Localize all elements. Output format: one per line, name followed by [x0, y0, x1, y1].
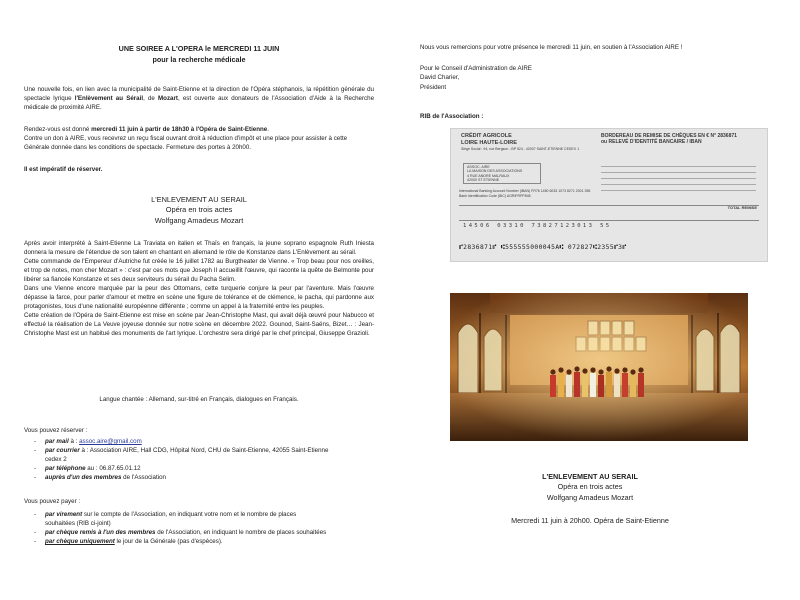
opera-composer: Wolfgang Amadeus Mozart	[154, 215, 244, 225]
list-item: - par chèque remis à l'un des membres de l'Association, en indiquant le nombre de places souhaitées	[34, 528, 327, 536]
iban-text: International Banking Account Number (IBAN) FR76 1450 6033 1073 8271 2301 355	[459, 189, 591, 193]
rib-header	[601, 133, 761, 145]
rib-header-line: ou RELEVÉ D'IDENTITÉ BANCAIRE / IBAN	[601, 139, 702, 145]
signature-role: Président	[420, 83, 447, 91]
story-paragraph: Après avoir interprété à Saint-Etienne La Traviata en italien et Thaïs en français, la jeune soprano espagnole Ruth Iniesta donnera la mesure de l'étendue de son talent en chantant en allemand le rôle de Konstanze dans L'Enlèvement au sérail.	[24, 240, 374, 256]
language-note: Langue chantée : Allemand, sur-titré en Français, dialogues en Français.	[99, 396, 299, 403]
bic-text: Bank Identification Code (BIC) AGRIFRPP845	[459, 193, 531, 198]
reserve-heading: Vous pouvez réserver :	[24, 427, 88, 434]
story-paragraph: Cette création de l'Opéra de Saint-Etienne est mise en scène par Jean-Christophe Mast, qui avait déjà œuvré pour Nabucco et effectué la réalisation de La Veuve joyeuse donnée sur notre scène en décembre 2022. Gounod, Saint-Saëns, Bizet… : Jean-Christophe Mast est un habitué des monuments de l'art lyrique. L'orchestre sera dirigé par le chef principal, Giuseppe Grazioli.	[24, 311, 374, 337]
event-title-line1: UNE SOIREE A L'OPERA le MERCREDI 11 JUIN	[118, 44, 280, 53]
list-item: - par courrier à : Association AIRE, Hall CDG, Hôpital Nord, CHU de Saint-Etienne, 42055 Saint-Etienne cedex 2	[34, 446, 329, 463]
list-item: - auprès d'un des membres de l'Association	[34, 473, 166, 481]
reservation-required-note: Il est impératif de réserver.	[24, 166, 103, 173]
stage-scene-illustration	[450, 293, 748, 441]
rib-holder-address: ASSOC. AIRE LA MAISON DES ASSOCIATIONS 4 RUE ANDRE MALRAUX 42000 ST ETIENNE	[463, 163, 541, 184]
intro-paragraph	[24, 86, 374, 113]
rib-bank-line: CRÉDIT AGRICOLE	[461, 133, 512, 139]
thanks-text: Nous vous remercions pour votre présence le mercredi 11 juin, en soutien à l'Association AIRE !	[420, 44, 683, 51]
reserve-list	[34, 438, 374, 483]
rdv-date-place: mercredi 11 juin à partir de 18h30 à l'Opéra de Saint-Etienne	[91, 126, 268, 133]
rib-image	[450, 128, 768, 262]
list-item: - par virement sur le compte de l'Association, en indiquant votre nom et le nombre de places souhaitées (RIB ci-joint)	[34, 511, 297, 527]
rendezvous-paragraph	[24, 126, 374, 153]
list-item: - par téléphone au : 06.87.65.01.12	[34, 464, 141, 472]
rib-total-label: TOTAL REMISE	[727, 205, 757, 210]
poster-title: L'ENLEVEMENT AU SERAIL	[542, 472, 638, 481]
signature-block	[420, 64, 720, 92]
rib-header-line: BORDEREAU DE REMISE DE CHÈQUES EN € N° 2836871	[601, 133, 737, 139]
poster-date: Mercredi 11 juin à 20h00. Opéra de Saint-Etienne	[511, 516, 669, 525]
poster-heading	[420, 472, 760, 503]
rdv-details: Contre un don à AIRE, vous recevrez un reçu fiscal ouvrant droit à réduction d'impôt et une place pour assister à cette Générale donnée dans les conditions de spectacle. Fermeture des portes à 20h00.	[24, 134, 348, 151]
pay-heading: Vous pouvez payer :	[24, 498, 81, 505]
intro-text: , est ouverte aux donateurs de l'Association d'Aide à la Recherche médicale de proximité AIRE.	[24, 94, 375, 111]
intro-composer: Mozart	[158, 94, 178, 102]
event-title	[24, 44, 374, 66]
list-item: - par chèque uniquement le jour de la Générale (pas d'espèces).	[34, 537, 223, 545]
rib-bank-address: Siège Social : 94, rue Bergson - BP 524 - 42007 SAINT-ETIENNE CEDEX 1	[461, 146, 580, 151]
opera-subtitle: Opéra en trois actes	[165, 205, 233, 215]
poster-subtitle: Opéra en trois actes	[557, 482, 623, 492]
rib-micr-line: ⑈2836871⑈ ⑆555555000045A⑆ 072827⑆2355⑈3⑈	[459, 244, 627, 251]
signature-name: David Charier,	[420, 74, 460, 82]
rib-account-numbers: 14506 03310 73827123013 55	[463, 223, 612, 229]
rib-bank-line: LOIRE HAUTE-LOIRE	[461, 139, 517, 146]
story-paragraph: Dans une Vienne encore marquée par la peur des Ottomans, cette turquerie conjure la peur par l'aventure. Mais l'œuvre dépasse la farce, pour parler d'amour et mettre en scène une figure de tolérance et de clémence, le pacha, qui pardonne aux protagonistes, tous d'une nationalité européenne différente ; comme un appel à la fraternité entre les peuples.	[24, 284, 374, 310]
story-paragraph: Cette commande de l'Empereur d'Autriche fut créée le 16 juillet 1782 au Burgtheater de Vienne. « Trop beau pour nos oreilles, et trop de notes, mon cher Mozart » : c'est par ces mots que Joseph II accueillit l'œuvre, qui raconte la quête de Belmonte pour libérer sa fiancée Konstanze et ses deux serviteurs du sérail du Pacha Selim.	[24, 257, 374, 283]
pay-list	[34, 511, 374, 547]
email-link[interactable]: assoc.aire@gmail.com	[79, 438, 142, 445]
opera-heading	[24, 195, 374, 226]
rib-label: RIB de l'Association :	[420, 113, 484, 120]
event-title-line2: pour la recherche médicale	[152, 54, 246, 64]
poster-composer: Wolfgang Amadeus Mozart	[546, 492, 634, 502]
intro-text: , de	[143, 94, 159, 102]
rdv-text: .	[267, 126, 269, 133]
intro-text: Une nouvelle fois, en lien avec la municipalité de Saint-Etienne et la direction de l'Opéra stéphanois, la répétition générale du spectacle lyrique	[24, 86, 374, 102]
opera-title: L'ENLEVEMENT AU SERAIL	[151, 195, 247, 204]
opera-description	[24, 240, 374, 339]
rib-form-lines	[601, 161, 756, 191]
intro-opera-name: l'Enlèvement au Sérail	[74, 94, 144, 102]
rib-iban	[459, 189, 590, 198]
rib-bank-name	[461, 133, 579, 151]
signature-line: Pour le Conseil d'Administration de AIRE	[420, 65, 532, 72]
opera-stage-photo	[450, 293, 748, 441]
list-item: - par mail à : assoc.aire@gmail.com	[34, 438, 142, 445]
rib-grid	[459, 205, 759, 221]
rdv-text: Rendez-vous est donné	[24, 126, 92, 133]
